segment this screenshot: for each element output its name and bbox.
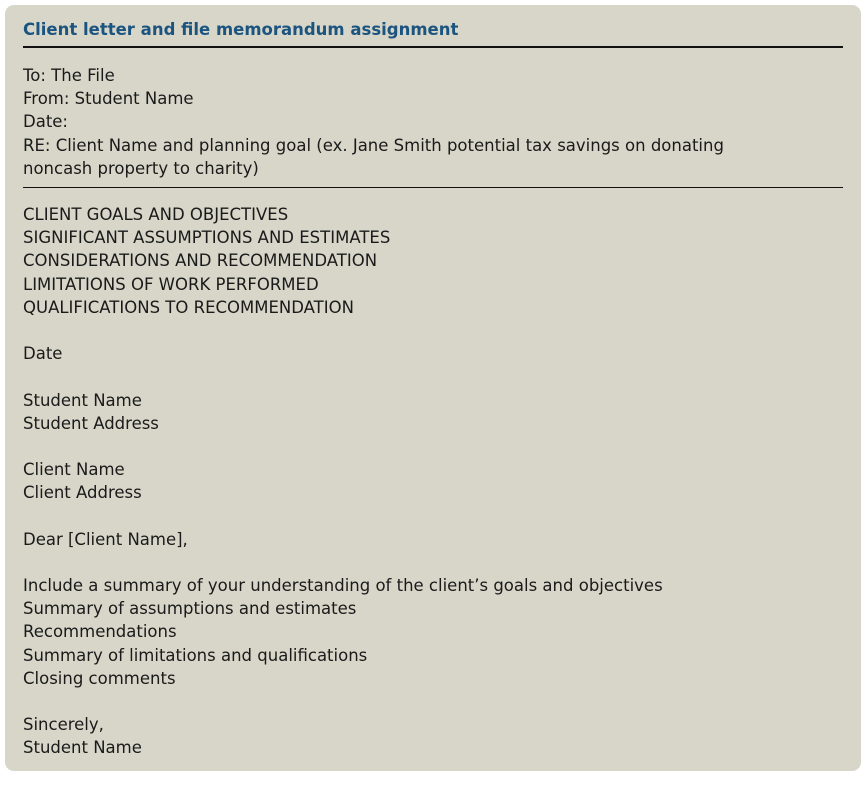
- memo-date: Date:: [23, 112, 68, 132]
- panel-title: Client letter and file memorandum assignment: [23, 20, 459, 39]
- memo-divider: [23, 187, 843, 188]
- title-divider: [23, 46, 843, 48]
- salutation: Dear [Client Name],: [23, 529, 188, 549]
- letter-date: Date: [23, 344, 63, 364]
- memo-re-line-1: RE: Client Name and planning goal (ex. Jane Smith potential tax savings on donating: [23, 135, 724, 155]
- memo-sections: [23, 203, 663, 760]
- signature: Student Name: [23, 738, 142, 758]
- section-heading: CLIENT GOALS AND OBJECTIVES: [23, 205, 289, 224]
- spacer: [23, 365, 663, 388]
- client-name: Client Name: [23, 460, 125, 480]
- letter-body-line: Summary of limitations and qualifications: [23, 645, 368, 665]
- section-heading: CONSIDERATIONS AND RECOMMENDATION: [23, 251, 378, 271]
- spacer: [23, 435, 663, 458]
- memo-header: [23, 64, 724, 180]
- sender-name: Student Name: [23, 390, 142, 410]
- closing: Sincerely,: [23, 715, 104, 735]
- letter-body-line: Closing comments: [23, 668, 176, 688]
- memo-from: From: Student Name: [23, 89, 194, 109]
- client-address: Client Address: [23, 483, 142, 503]
- sender-address: Student Address: [23, 413, 159, 433]
- spacer: [23, 504, 663, 527]
- assignment-panel: [5, 5, 861, 771]
- letter-body-line: Summary of assumptions and estimates: [23, 599, 357, 619]
- spacer: [23, 319, 663, 342]
- section-heading: SIGNIFICANT ASSUMPTIONS AND ESTIMATES: [23, 228, 391, 248]
- spacer: [23, 551, 663, 574]
- letter-body-line: Recommendations: [23, 622, 177, 642]
- spacer: [23, 690, 663, 713]
- memo-re-line-2: noncash property to charity): [23, 158, 259, 178]
- memo-to: To: The File: [23, 66, 115, 85]
- letter-body-line: Include a summary of your understanding of the client’s goals and objectives: [23, 576, 663, 595]
- section-heading: LIMITATIONS OF WORK PERFORMED: [23, 274, 319, 294]
- section-heading: QUALIFICATIONS TO RECOMMENDATION: [23, 297, 354, 317]
